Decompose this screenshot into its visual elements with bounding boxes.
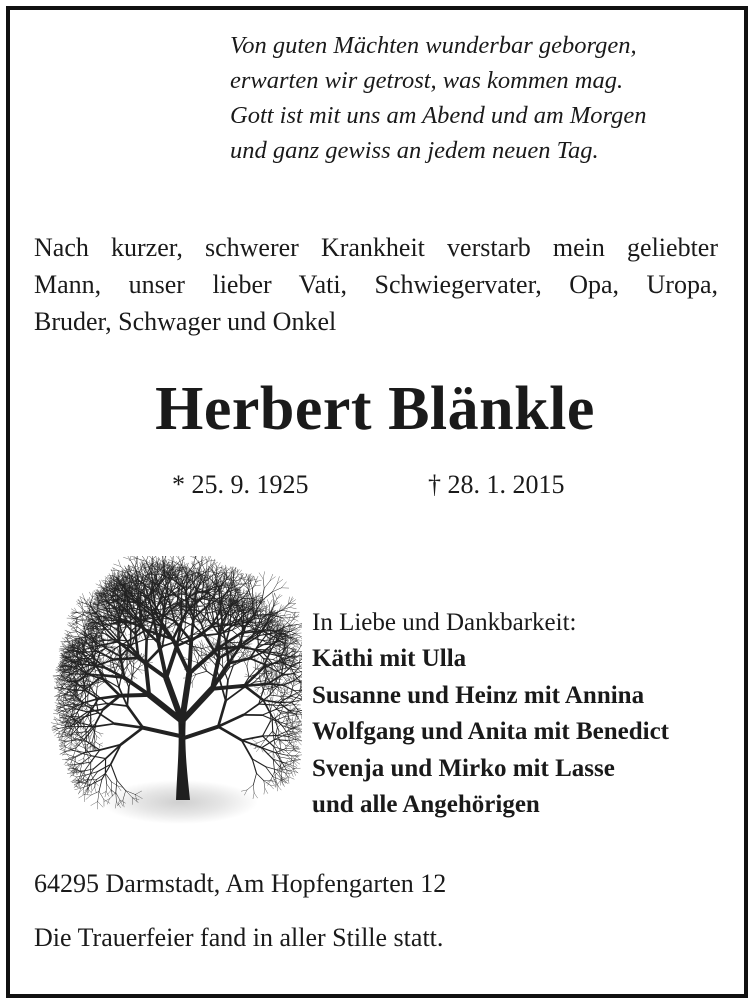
tree-branch (130, 556, 132, 559)
tree-branch (217, 563, 220, 568)
tree-branch (201, 556, 202, 557)
tree-branch (282, 610, 291, 612)
tree-branch (139, 670, 145, 671)
tree-branch (274, 593, 276, 599)
tree-branch (274, 603, 279, 606)
tree-branch (171, 631, 173, 636)
death-date: † 28. 1. 2015 (428, 470, 565, 499)
tree-branch (146, 664, 149, 695)
tree-branch (289, 619, 295, 621)
tree-branch (273, 656, 279, 660)
tree-branch (259, 573, 263, 579)
tree-branch (74, 727, 79, 732)
tree-branch (92, 746, 93, 750)
tree-branch (141, 560, 143, 565)
tree-branch (273, 599, 277, 606)
tree-branch (254, 576, 256, 582)
verse-block (230, 28, 730, 168)
tree-branch (216, 571, 217, 578)
tree-branch (277, 577, 279, 584)
tree-branch (289, 616, 291, 621)
tree-branch (290, 607, 297, 609)
tree-branch (61, 696, 62, 701)
tree-branch (292, 644, 298, 648)
tree-branch (99, 745, 100, 749)
tree-branch (208, 630, 213, 631)
tree-branch (227, 567, 232, 571)
tree-branch (139, 670, 143, 674)
tree-branch (211, 559, 212, 565)
tree-branch (196, 559, 201, 567)
tree-branch (56, 671, 60, 673)
intro-line: Nach kurzer, schwerer Krankheit verstarb mein geliebter (34, 233, 718, 262)
tree-branch (99, 745, 102, 747)
tree-branch (169, 556, 173, 559)
tree-branch (189, 641, 191, 674)
tree-branch (277, 579, 283, 583)
tree-branch (92, 734, 94, 742)
tree-branch (127, 668, 131, 675)
tree-branch (71, 627, 78, 628)
tree-branch (82, 594, 84, 600)
birth-date: * 25. 9. 1925 (172, 470, 309, 499)
tree-branch (190, 556, 196, 559)
tree-branch (82, 614, 83, 620)
intro-paragraph (34, 229, 718, 340)
tree-branch (120, 695, 149, 696)
tree-branch (299, 627, 302, 629)
tree-branch (263, 572, 265, 579)
tree-branch (173, 556, 174, 562)
tree-branch (114, 564, 121, 567)
tree-branch (197, 622, 201, 625)
tree-branch (272, 593, 273, 599)
tree-branch (267, 637, 268, 642)
tree-branch (263, 640, 272, 641)
tree-branch (297, 625, 302, 626)
tree-branch (250, 581, 253, 589)
tree-branch (152, 571, 153, 576)
tree-branch (263, 579, 264, 589)
tree-branch (82, 706, 86, 710)
tree-branch (96, 736, 100, 739)
tree-branch (140, 562, 141, 568)
tree-branch (65, 636, 70, 638)
tree-branch (157, 557, 158, 564)
tree-branch (290, 604, 296, 608)
tree-branch (288, 603, 295, 604)
tree-branch (238, 579, 242, 585)
verse-line: und ganz gewiss an jedem neuen Tag. (230, 137, 599, 164)
tree-branch (175, 556, 179, 559)
verse-line: erwarten wir getrost, was kommen mag. (230, 67, 624, 94)
tree-branch (140, 634, 143, 639)
tree-branch (230, 577, 235, 578)
tree-branch (112, 568, 118, 571)
tree-branch (56, 704, 60, 706)
tree-branch (232, 625, 242, 630)
tree-branch (183, 556, 184, 558)
tree-branch (292, 618, 298, 622)
tree-branch (255, 585, 261, 586)
intro-line: Mann, unser lieber Vati, Schwiegervater, Opa, Uropa, (34, 270, 718, 299)
tree-branch (75, 608, 78, 613)
tree-branch (284, 614, 291, 615)
tree-branch (137, 556, 140, 558)
tree-branch (153, 559, 154, 565)
tree-branch (246, 574, 249, 580)
tree-branch (281, 582, 286, 588)
verse-line: Gott ist mit uns am Abend und am Morgen (230, 102, 647, 129)
tree-branch (95, 742, 99, 745)
tree-branch (277, 594, 280, 599)
tree-branch (118, 560, 120, 567)
tree-branch (146, 556, 150, 561)
tree-branch (89, 592, 92, 597)
tree-branch (277, 595, 282, 599)
verse-line: Von guten Mächten wunderbar geborgen, (230, 32, 637, 59)
winter-tree-image (30, 556, 302, 832)
tree-branch (168, 562, 174, 563)
tree-branch (157, 558, 160, 564)
tree-branch (281, 604, 289, 611)
tree-branch (54, 679, 59, 680)
tree-branch (94, 734, 95, 742)
tree-trunk (176, 716, 190, 800)
tree-branch (263, 675, 264, 680)
tree-branch (127, 673, 131, 677)
tree-branch (166, 646, 177, 678)
tree-branch (213, 566, 216, 570)
tree-branch (65, 630, 70, 632)
tree-branch (230, 573, 231, 578)
tree-branch (196, 556, 197, 559)
tree-branch (177, 570, 178, 575)
tree-branch (183, 556, 186, 558)
tree-branch (62, 643, 66, 647)
tree-branch (273, 593, 274, 598)
tree-branch (146, 640, 147, 663)
tree-branch (267, 600, 269, 605)
deceased-name: Herbert Blänkle (155, 375, 595, 443)
tree-branch (84, 618, 85, 624)
tree-branch (164, 623, 169, 625)
tree-branch (252, 589, 253, 600)
tree-branch (295, 633, 301, 634)
tree-branch (124, 631, 126, 636)
intro-line: Bruder, Schwager und Onkel (34, 307, 337, 336)
tree-branch (145, 556, 152, 559)
tree-branch (256, 580, 262, 582)
tree-branch (99, 743, 102, 745)
tree-branch (270, 600, 273, 606)
tree-branch (264, 581, 270, 589)
